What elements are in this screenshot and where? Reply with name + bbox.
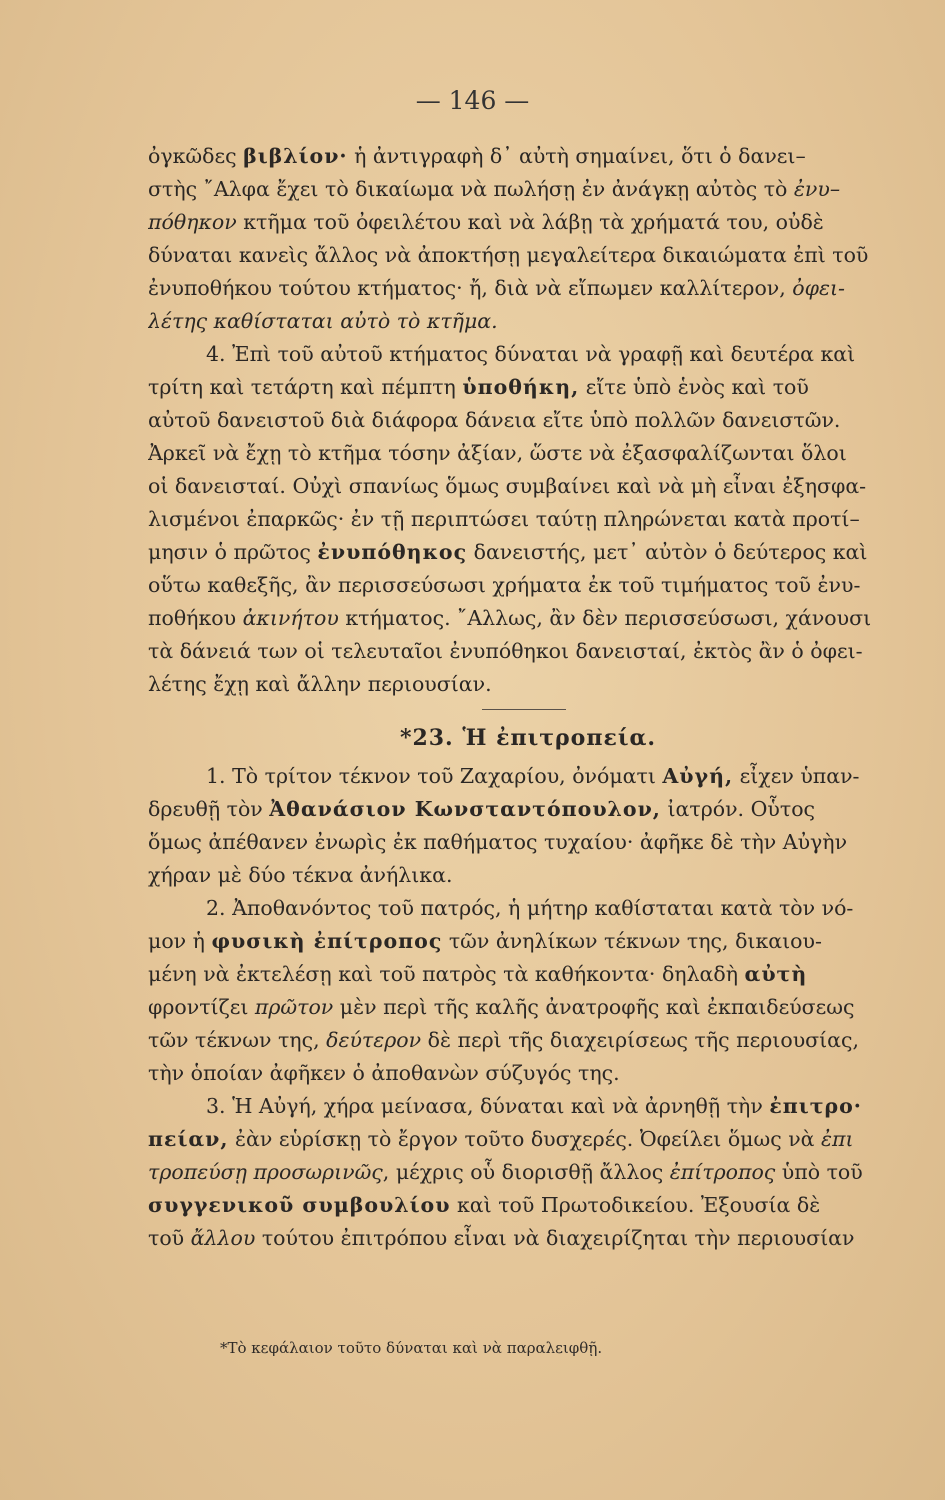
- text-line: [148, 1123, 908, 1156]
- section-divider: [482, 709, 566, 710]
- bold-term: πείαν,: [148, 1127, 229, 1151]
- paragraph-start: [148, 760, 908, 793]
- text-run: ἐὰν εὑρίσκῃ τὸ ἔργον τοῦτο δυσχερές. Ὀφείλει ὅμως νὰ: [228, 1127, 822, 1151]
- text-line: [148, 404, 908, 437]
- bold-term: ὑποθήκη,: [462, 375, 580, 399]
- text-line: [148, 635, 908, 668]
- text-line: [148, 536, 908, 569]
- bold-term: Ἀθανάσιον Κωνσταντόπουλον,: [269, 797, 661, 821]
- text-line: [148, 602, 908, 635]
- text-line: [148, 569, 908, 602]
- text-run: φροντίζει: [148, 995, 255, 1019]
- text-line: [148, 925, 908, 958]
- text-run: εἴτε ὑπὸ ἑνὸς καὶ τοῦ: [579, 375, 809, 399]
- text-line: [148, 140, 908, 173]
- text-run: , μέχρις οὗ διορισθῇ ἄλλος: [382, 1160, 670, 1184]
- text-run: μησιν ὁ πρῶτος: [148, 540, 318, 564]
- text-run: μένη νὰ ἐκτελέσῃ καὶ τοῦ πατρὸς τὰ καθήκοντα· δηλαδὴ: [148, 962, 745, 986]
- text-run: οὕτω καθεξῆς, ἂν περισσεύσωσι χρήματα ἐκ τοῦ τιμήματος τοῦ ἐνυ-: [148, 573, 861, 597]
- text-run: χήραν μὲ δύο τέκνα ἀνήλικα.: [148, 863, 453, 887]
- text-run: τὰ δάνειά των οἱ τελευταῖοι ἐνυπόθηκοι δανεισταί, ἐκτὸς ἂν ὁ ὀφει-: [148, 639, 863, 663]
- text-run: κτῆμα τοῦ ὀφειλέτου καὶ νὰ λάβῃ τὰ χρήματά του, οὐδὲ: [236, 210, 824, 234]
- bold-term: φυσικὴ ἐπίτροπος: [211, 929, 443, 953]
- text-run: ἡ ἀντιγραφὴ δ᾽ αὐτὴ σημαίνει, ὅτι ὁ δανει–: [347, 144, 806, 168]
- bold-term: αὐτὴ: [744, 962, 808, 986]
- text-line: [148, 1024, 908, 1057]
- text-line: [148, 826, 908, 859]
- section-heading: *23. Ἡ ἐπιτροπεία.: [399, 725, 657, 751]
- text-line: [148, 503, 908, 536]
- text-line: [148, 272, 908, 305]
- text-line: [148, 991, 908, 1024]
- text-run: οἱ δανεισταί. Οὐχὶ σπανίως ὅμως συμβαίνει καὶ νὰ μὴ εἶναι ἐξησφα-: [148, 474, 867, 498]
- text-run: λισμένοι ἐπαρκῶς· ἐν τῇ περιπτώσει ταύτῃ πληρώνεται κατὰ προτί–: [148, 507, 860, 531]
- text-run: τῶν ἀνηλίκων τέκνων της, δικαιου-: [442, 929, 822, 953]
- italic-term: ὀφει-: [792, 276, 845, 300]
- text-run: Ἀρκεῖ νὰ ἔχῃ τὸ κτῆμα τόσην ἀξίαν, ὥστε νὰ ἐξασφαλίζωνται ὅλοι: [148, 441, 847, 465]
- text-line: [148, 859, 908, 892]
- page-number: — 146 —: [415, 86, 530, 115]
- text-run: ἐνυποθήκου τούτου κτήματος· ἤ, διὰ νὰ εἴπωμεν καλλίτερον,: [148, 276, 793, 300]
- text-run: τρίτη καὶ τετάρτη καὶ πέμπτη: [148, 375, 463, 399]
- italic-term: ἀκινήτου: [242, 606, 339, 630]
- text-line: [148, 793, 908, 826]
- italic-term: δεύτερον: [326, 1028, 422, 1052]
- paragraph-start: [148, 338, 908, 371]
- text-run: μὲν περὶ τῆς καλῆς ἀνατροφῆς καὶ ἐκπαιδεύσεως: [333, 995, 855, 1019]
- paragraph-start: [148, 892, 908, 925]
- bold-term: βιβλίον·: [243, 144, 348, 168]
- text-run: αὐτοῦ δανειστοῦ διὰ διάφορα δάνεια εἴτε ὑπὸ πολλῶν δανειστῶν.: [148, 408, 841, 432]
- text-run: τοῦ: [148, 1226, 191, 1250]
- text-run: 2. Ἀποθανόντος τοῦ πατρός, ἡ μήτηρ καθίσταται κατὰ τὸν νό-: [206, 896, 854, 920]
- text-line: [148, 206, 908, 239]
- text-run: δανειστής, μετ᾽ αὐτὸν ὁ δεύτερος καὶ: [467, 540, 868, 564]
- paragraph-start: [148, 1090, 908, 1123]
- bold-term: Αὐγή,: [662, 764, 734, 788]
- text-run: κτήματος. ῎Αλλως, ἂν δὲν περισσεύσωσι, χάνουσι: [338, 606, 872, 630]
- footnote: *Τὸ κεφάλαιον τοῦτο δύναται καὶ νὰ παραλειφθῇ.: [220, 1339, 603, 1357]
- bold-term: συγγενικοῦ συμβουλίου: [148, 1193, 451, 1217]
- bold-term: ἐπιτρο·: [769, 1094, 862, 1118]
- text-line: [148, 239, 908, 272]
- text-run: δύναται κανεὶς ἄλλος νὰ ἀποκτήσῃ μεγαλείτερα δικαιώματα ἐπὶ τοῦ: [148, 243, 869, 267]
- text-run: τῶν τέκνων της,: [148, 1028, 327, 1052]
- text-line: [148, 371, 908, 404]
- italic-term: λέτης καθίσταται αὐτὸ τὸ κτῆμα.: [148, 309, 498, 333]
- text-run: τὴν ὁποίαν ἀφῆκεν ὁ ἀποθανὼν σύζυγός της.: [148, 1061, 620, 1085]
- text-run: 1. Τὸ τρίτον τέκνον τοῦ Ζαχαρίου, ὀνόματι: [206, 764, 663, 788]
- text-line: [148, 470, 908, 503]
- text-line: [148, 305, 908, 338]
- text-line: [148, 1189, 908, 1222]
- bold-term: ἐνυπόθηκος: [317, 540, 468, 564]
- italic-term: ἐνυ–: [793, 177, 841, 201]
- text-line: [148, 437, 908, 470]
- text-run: τούτου ἐπιτρόπου εἶναι νὰ διαχειρίζηται τὴν περιουσίαν: [255, 1226, 855, 1250]
- text-run: δρευθῇ τὸν: [148, 797, 270, 821]
- text-line: [148, 173, 908, 206]
- text-line: [148, 1057, 908, 1090]
- italic-term: πόθηκον: [148, 210, 237, 234]
- text-run: μον ἡ: [148, 929, 212, 953]
- text-run: 4. Ἐπὶ τοῦ αὐτοῦ κτήματος δύναται νὰ γραφῇ καὶ δευτέρα καὶ: [206, 342, 856, 366]
- text-run: 3. Ἡ Αὐγή, χήρα μείνασα, δύναται καὶ νὰ ἀρνηθῇ τὴν: [206, 1094, 770, 1118]
- text-run: καὶ τοῦ Πρωτοδικείου. Ἐξουσία δὲ: [450, 1193, 821, 1217]
- body-text: [148, 140, 908, 1255]
- text-run: ποθήκου: [148, 606, 243, 630]
- text-run: ὀγκῶδες: [148, 144, 244, 168]
- italic-term: πρῶτον: [254, 995, 334, 1019]
- italic-term: τροπεύσῃ προσωρινῶς: [148, 1160, 383, 1184]
- text-run: ὅμως ἀπέθανεν ἐνωρὶς ἐκ παθήματος τυχαίου· ἀφῆκε δὲ τὴν Αὐγὴν: [148, 830, 848, 854]
- italic-term: ἐπίτροπος: [669, 1160, 776, 1184]
- text-line: [148, 1222, 908, 1255]
- text-run: δὲ περὶ τῆς διαχειρίσεως τῆς περιουσίας,: [421, 1028, 860, 1052]
- text-line: [148, 1156, 908, 1189]
- text-line: [148, 668, 908, 701]
- text-run: εἶχεν ὑπαν-: [733, 764, 860, 788]
- italic-term: ἐπι: [821, 1127, 854, 1151]
- text-run: ὑπὸ τοῦ: [775, 1160, 863, 1184]
- text-run: ἰατρόν. Οὗτος: [660, 797, 816, 821]
- text-run: στὴς ῎Αλφα ἔχει τὸ δικαίωμα νὰ πωλήσῃ ἐν ἀνάγκῃ αὐτὸς τὸ: [148, 177, 794, 201]
- italic-term: ἄλλου: [190, 1226, 256, 1250]
- text-line: [148, 958, 908, 991]
- text-run: λέτης ἔχῃ καὶ ἄλλην περιουσίαν.: [148, 672, 492, 696]
